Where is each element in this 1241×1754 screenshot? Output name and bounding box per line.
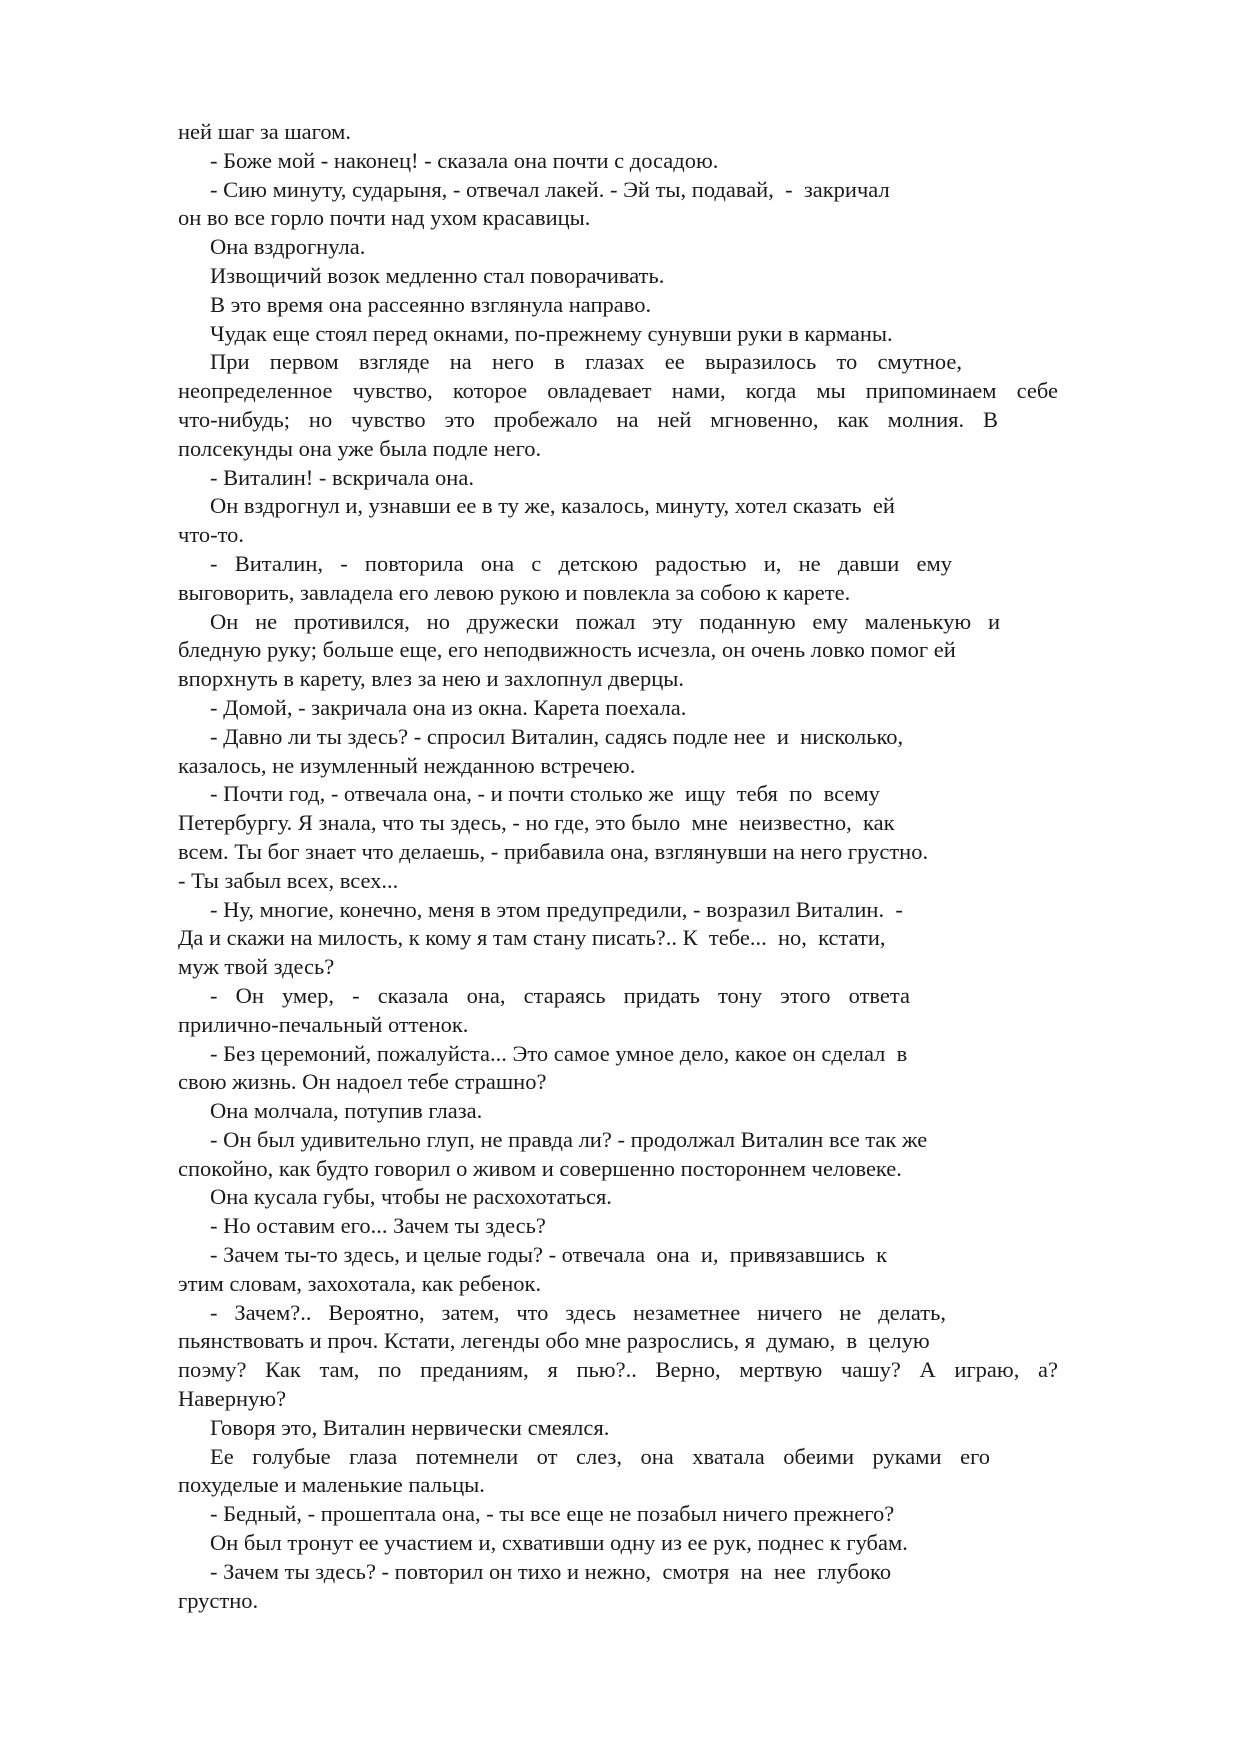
text-line: Извощичий возок медленно стал поворачивать. — [210, 262, 665, 288]
text-line: - Без церемоний, пожалуйста... Это самое умное дело, какое он сделал в — [210, 1040, 908, 1066]
text-line: полсекунды она уже была подле него. — [178, 435, 542, 461]
text-line: Петербургу. Я знала, что ты здесь, - но где, это было мне неизвестно, как — [178, 810, 895, 836]
text-line: - Но оставим его... Зачем ты здесь? — [210, 1213, 546, 1239]
text-line: Да и скажи на милость, к кому я там стану писать?.. К тебе... но, кстати, — [178, 925, 886, 951]
text-line: Наверную? — [178, 1386, 287, 1412]
text-line: При первом взгляде на него в глазах ее выразилось то смутное, — [210, 349, 962, 375]
text-line: муж твой здесь? — [178, 954, 335, 980]
text-line: что-нибудь; но чувство это пробежало на ней мгновенно, как молния. В — [178, 406, 998, 432]
text-line: похуделые и маленькие пальцы. — [178, 1472, 485, 1498]
text-line: этим словам, захохотала, как ребенок. — [178, 1270, 542, 1296]
text-line: он во все горло почти над ухом красавицы. — [178, 205, 591, 231]
text-line: что-то. — [178, 522, 245, 548]
text-line: Она молчала, потупив глаза. — [210, 1098, 483, 1124]
text-line: Он не противился, но дружески пожал эту поданную ему маленькую и — [210, 608, 1000, 634]
text-line: - Виталин! - вскричала она. — [210, 464, 474, 490]
text-line: - Зачем ты здесь? - повторил он тихо и нежно, смотря на нее глубоко — [210, 1558, 892, 1584]
text-line: - Зачем ты-то здесь, и целые годы? - отвечала она и, привязавшись к — [210, 1242, 888, 1268]
text-line: Он вздрогнул и, узнавши ее в ту же, казалось, минуту, хотел сказать ей — [210, 493, 895, 519]
story-text — [178, 118, 1058, 1615]
text-line: - Домой, - закричала она из окна. Карета поехала. — [210, 694, 687, 720]
text-line: выговорить, завладела его левою рукою и повлекла за собою к карете. — [178, 579, 851, 605]
text-line: спокойно, как будто говорил о живом и совершенно постороннем человеке. — [178, 1155, 902, 1181]
text-line: ней шаг за шагом. — [178, 119, 352, 144]
text-line: Он был тронут ее участием и, схвативши одну из ее рук, поднес к губам. — [210, 1530, 908, 1556]
text-line: Чудак еще стоял перед окнами, по-прежнему сунувши руки в карманы. — [210, 320, 893, 346]
text-line: казалось, не изумленный нежданною встречею. — [178, 752, 636, 778]
text-line: прилично-печальный оттенок. — [178, 1011, 469, 1037]
text-line: Ее голубые глаза потемнели от слез, она хватала обеими руками его — [210, 1443, 990, 1469]
text-line: грустно. — [178, 1587, 259, 1613]
text-line: - Ну, многие, конечно, меня в этом предупредили, - возразил Виталин. - — [210, 896, 903, 922]
text-line: Говоря это, Виталин нервически смеялся. — [210, 1414, 610, 1440]
text-line: - Почти год, - отвечала она, - и почти столько же ищу тебя по всему — [210, 781, 880, 807]
text-line: - Сию минуту, сударыня, - отвечал лакей. - Эй ты, подавай, - закричал — [210, 176, 890, 202]
text-line: - Бедный, - прошептала она, - ты все еще не позабыл ничего прежнего? — [210, 1501, 895, 1527]
text-line: неопределенное чувство, которое овладевает нами, когда мы припоминаем себе — [178, 378, 1058, 404]
text-line: бледную руку; больше еще, его неподвижность исчезла, он очень ловко помог ей — [178, 637, 956, 663]
text-line: впорхнуть в карету, влез за нею и захлопнул дверцы. — [178, 666, 684, 692]
text-line: пьянствовать и проч. Кстати, легенды обо мне разрослись, я думаю, в целую — [178, 1328, 930, 1354]
text-line: свою жизнь. Он надоел тебе страшно? — [178, 1069, 547, 1095]
text-line: В это время она рассеянно взглянула направо. — [210, 291, 652, 317]
text-line: - Виталин, - повторила она с детскою радостью и, не давши ему — [210, 550, 952, 576]
text-line: - Давно ли ты здесь? - спросил Виталин, садясь подле нее и нисколько, — [210, 723, 904, 749]
text-line: - Он умер, - сказала она, стараясь придать тону этого ответа — [210, 982, 910, 1008]
text-line: Она кусала губы, чтобы не расхохотаться. — [210, 1184, 612, 1210]
text-line: Она вздрогнула. — [210, 234, 366, 260]
text-line: поэму? Как там, по преданиям, я пью?.. Верно, мертвую чашу? А играю, а? — [178, 1357, 1058, 1383]
text-line: - Он был удивительно глуп, не правда ли? - продолжал Виталин все так же — [210, 1126, 928, 1152]
text-line: всем. Ты бог знает что делаешь, - прибавила она, взглянувши на него грустно. — [178, 838, 929, 864]
text-line: - Боже мой - наконец! - сказала она почти с досадою. — [210, 147, 719, 173]
text-line: - Зачем?.. Вероятно, затем, что здесь незаметнее ничего не делать, — [210, 1299, 946, 1325]
text-line: - Ты забыл всех, всех... — [178, 867, 399, 893]
